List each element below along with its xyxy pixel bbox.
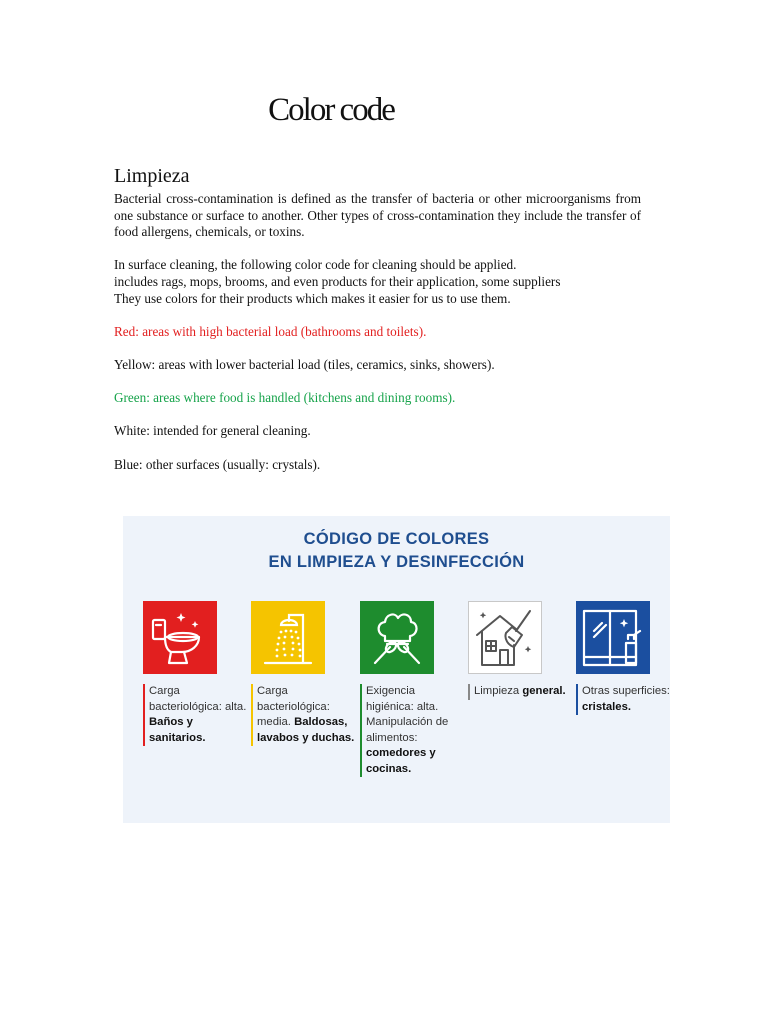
code-blue: Blue: other surfaces (usually: crystals).	[114, 456, 321, 472]
green-tile	[360, 601, 434, 674]
code-green: Green: areas where food is handled (kitchens and dining rooms).	[114, 390, 456, 406]
white-tile	[468, 601, 542, 674]
instructions-line-2: includes rags, mops, brooms, and even products for their application, some suppliers	[114, 273, 561, 289]
code-red: Red: areas with high bacterial load (bathrooms and toilets).	[114, 323, 427, 339]
shower-icon	[251, 601, 325, 674]
blue-tile	[576, 601, 650, 674]
page-title: Color code	[268, 92, 394, 128]
white-description: Limpieza general.	[468, 684, 572, 700]
section-heading: Limpieza	[114, 165, 190, 187]
yellow-tile	[251, 601, 325, 674]
color-code-infographic	[123, 516, 670, 823]
window-spray-icon	[576, 601, 650, 674]
green-description: Exigencia higiénica: alta. Manipulación de alimentos: comedores y cocinas.	[360, 684, 464, 777]
red-tile	[143, 601, 217, 674]
code-yellow: Yellow: areas with lower bacterial load (tiles, ceramics, sinks, showers).	[114, 356, 495, 372]
cross-contamination-paragraph: Bacterial cross-contamination is defined as the transfer of bacteria or other microorganisms from one substance or surface to another. Other types of cross-contamination they include the transfer of food allergens, chemicals, or toxins.	[114, 191, 641, 240]
code-white: White: intended for general cleaning.	[114, 423, 311, 439]
instructions-line-1: In surface cleaning, the following color code for cleaning should be applied.	[114, 257, 517, 273]
toilet-icon	[143, 601, 217, 674]
yellow-description: Carga bacteriológica: media. Baldosas, lavabos y duchas.	[251, 684, 355, 746]
house-cleaning-icon	[468, 601, 542, 674]
instructions-line-3: They use colors for their products which makes it easier for us to use them.	[114, 290, 511, 306]
red-description: Carga bacteriológica: alta. Baños y sanitarios.	[143, 684, 247, 746]
chef-hat-icon	[360, 601, 434, 674]
infographic-title: CÓDIGO DE COLORES EN LIMPIEZA Y DESINFECCIÓN	[268, 530, 525, 571]
limpieza-section	[114, 164, 641, 473]
blue-description: Otras superficies: cristales.	[576, 684, 680, 715]
